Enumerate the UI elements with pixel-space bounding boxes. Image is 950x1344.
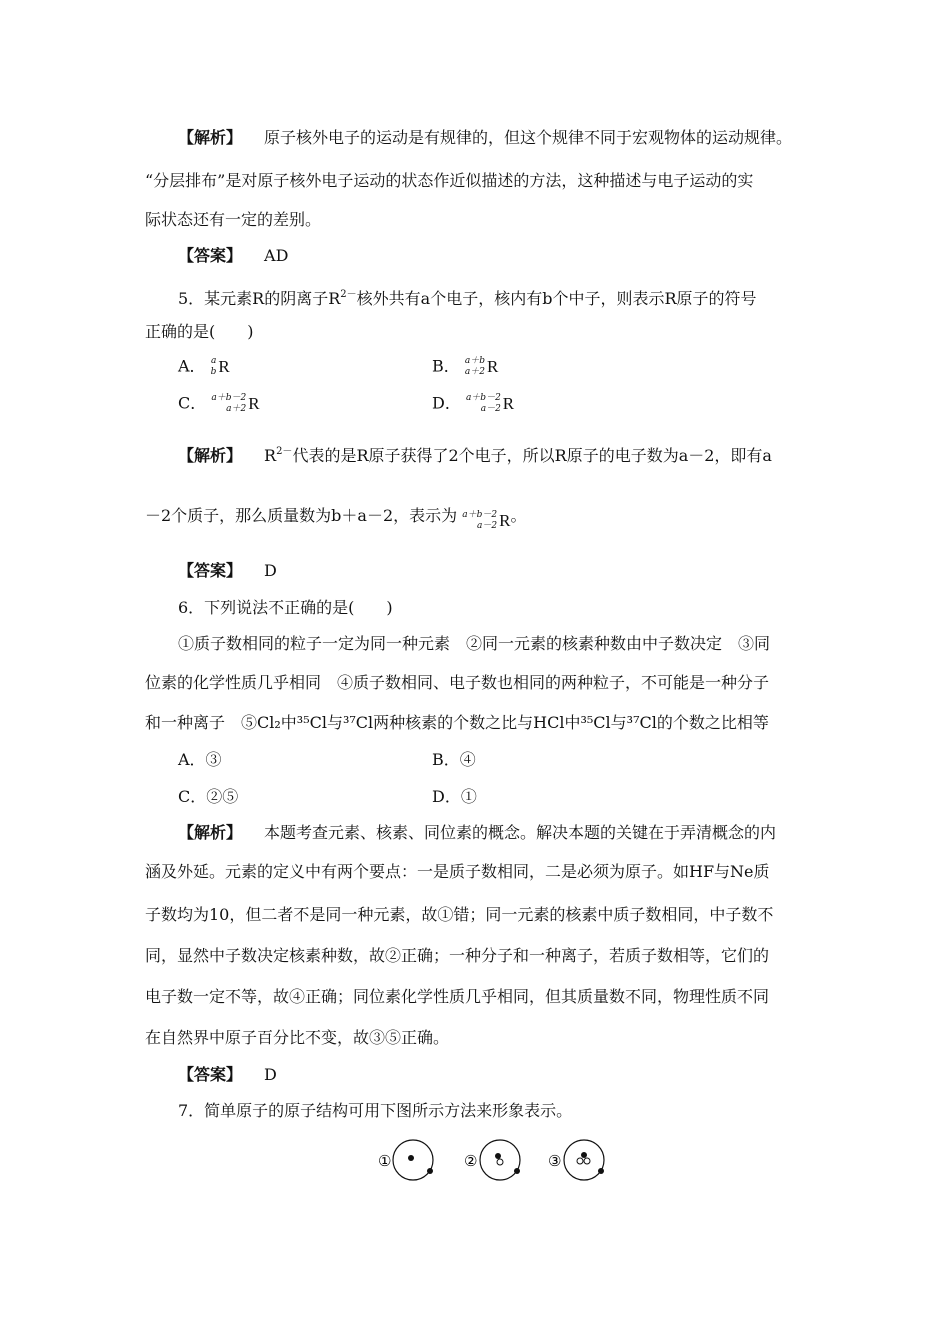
mass-number: a＋b－2 (465, 393, 501, 403)
q6-analysis-line-2: 涵及外延。元素的定义中有两个要点：一是质子数相同，二是必须为原子。如HF与Ne质 (145, 862, 770, 881)
q5-analysis-line-2 (145, 504, 526, 533)
neutron (497, 1159, 503, 1165)
atom-diagram-figure (378, 1136, 618, 1184)
q6-answer-line (178, 1065, 277, 1085)
q5-option-b (432, 356, 498, 378)
q5-option-c (178, 393, 260, 415)
q6-analysis-line-6: 在自然界中原子百分比不变，故③⑤正确。 (145, 1028, 450, 1047)
nuclide-symbol (211, 356, 230, 378)
electron (427, 1168, 433, 1174)
q5-analysis-text-2: －2个质子，那么质量数为b＋a－2，表示为 (145, 506, 458, 525)
nuclide-symbol (465, 356, 498, 378)
q6-analysis-line-4: 同，显然中子数决定核素种数，故②正确；一种分子和一种离子，若质子数相等，它们的 (145, 946, 770, 965)
mass-number: a＋b－2 (462, 510, 498, 520)
option-label: D． (432, 393, 461, 413)
atom-1-diagram (393, 1140, 433, 1180)
atom-1-label: ① (378, 1152, 392, 1170)
q4-analysis-line-1 (178, 128, 792, 148)
mass-number: a＋b－2 (211, 393, 247, 403)
answer-tag: 【答案】 (178, 246, 243, 265)
atom-2-diagram (480, 1140, 520, 1180)
q5-answer-line (178, 561, 277, 581)
q6-analysis-line-3: 子数均为10，但二者不是同一种元素，故①错；同一元素的核素中质子数相同，中子数不 (145, 905, 774, 924)
proton (581, 1152, 587, 1158)
answer-tag: 【答案】 (178, 1065, 243, 1084)
q5-stem-charge: 2－ (340, 289, 357, 300)
q6-answer: D (264, 1065, 277, 1084)
q5-option-a (178, 356, 230, 378)
neutron (577, 1158, 583, 1164)
q5-analysis-part2: 代表的是R原子获得了2个电子，所以R原子的电子数为a－2，即有a (292, 446, 772, 465)
atom-3-label: ③ (548, 1152, 562, 1170)
option-label: C． (178, 393, 207, 413)
atomic-number: b (210, 367, 217, 377)
q4-analysis-line-2: “分层排布”是对原子核外电子运动的状态作近似描述的方法，这种描述与电子运动的实 (145, 171, 754, 190)
element-symbol: R (248, 394, 260, 413)
analysis-tag: 【解析】 (178, 823, 243, 842)
q6-option-b: B．④ (432, 750, 476, 769)
atom-diagrams (378, 1136, 618, 1184)
atomic-number: a－2 (477, 521, 498, 531)
mass-number: a＋b (464, 356, 485, 366)
mass-number: a (211, 356, 217, 366)
element-symbol: R (502, 394, 515, 413)
q4-analysis-text-1: 原子核外电子的运动是有规律的，但这个规律不同于宏观物体的运动规律。 (264, 128, 793, 147)
q6-stem: 6．下列说法不正确的是( ) (178, 598, 393, 617)
nuclide-symbol (211, 393, 259, 415)
q6-option-c: C．②⑤ (178, 787, 239, 806)
atomic-number: a－2 (480, 404, 501, 414)
neutron (584, 1158, 590, 1164)
option-label: B． (432, 356, 460, 376)
q5-stem-part1: 5．某元素R的阴离子R (178, 289, 341, 308)
q6-statement-line-2: 位素的化学性质几乎相同 ④质子数相同、电子数也相同的两种粒子，不可能是一种分子 (145, 673, 770, 692)
q5-answer: D (264, 561, 277, 580)
element-symbol: R (499, 511, 511, 530)
q6-option-d: D．① (432, 787, 477, 806)
q4-analysis-line-3: 际状态还有一定的差别。 (145, 210, 322, 229)
atomic-number: a＋2 (226, 404, 247, 414)
q5-analysis-line-1 (178, 442, 772, 466)
option-label: A． (178, 356, 206, 376)
q6-statement-line-3: 和一种离子 ⑤Cl₂中³⁵Cl与³⁷Cl两种核素的个数之比与HCl中³⁵Cl与³⁷Cl的个数之比相等 (145, 713, 769, 732)
element-symbol: R (218, 357, 230, 376)
proton (495, 1153, 501, 1159)
q6-statement-line-1: ①质子数相同的粒子一定为同一种元素 ②同一元素的核素种数由中子数决定 ③同 (178, 634, 771, 653)
q5-stem-part2: 核外共有a个电子，核内有b个中子，则表示R原子的符号 (356, 289, 757, 308)
q4-answer-line (178, 246, 288, 266)
q4-answer: AD (264, 246, 289, 265)
proton (408, 1155, 414, 1161)
q6-analysis-line-1 (178, 823, 776, 843)
answer-tag: 【答案】 (178, 561, 243, 580)
element-symbol: R (487, 357, 499, 376)
atomic-number: a＋2 (464, 367, 485, 377)
q5-stem-line-2: 正确的是( ) (145, 322, 254, 341)
q5-analysis-charge: 2－ (276, 446, 293, 457)
q6-analysis-text-1: 本题考查元素、核素、同位素的概念。解决本题的关键在于弄清概念的内 (264, 823, 777, 842)
q5-analysis-end: 。 (510, 506, 527, 525)
q5-option-d (432, 393, 514, 415)
q5-analysis-part1: R (264, 446, 277, 465)
electron (514, 1168, 520, 1174)
q5-stem-line-1 (178, 285, 757, 309)
nuclide-symbol (462, 509, 510, 533)
electron (598, 1168, 604, 1174)
q7-stem: 7．简单原子的原子结构可用下图所示方法来形象表示。 (178, 1101, 573, 1120)
atom-2-label: ② (464, 1152, 478, 1170)
nuclide-symbol (466, 393, 514, 415)
q6-analysis-line-5: 电子数一定不等，故④正确；同位素化学性质几乎相同，但其质量数不同，物理性质不同 (145, 987, 770, 1006)
analysis-tag: 【解析】 (178, 128, 243, 147)
atom-3-diagram (564, 1140, 604, 1180)
q6-option-a: A．③ (178, 750, 222, 769)
analysis-tag: 【解析】 (178, 446, 243, 465)
